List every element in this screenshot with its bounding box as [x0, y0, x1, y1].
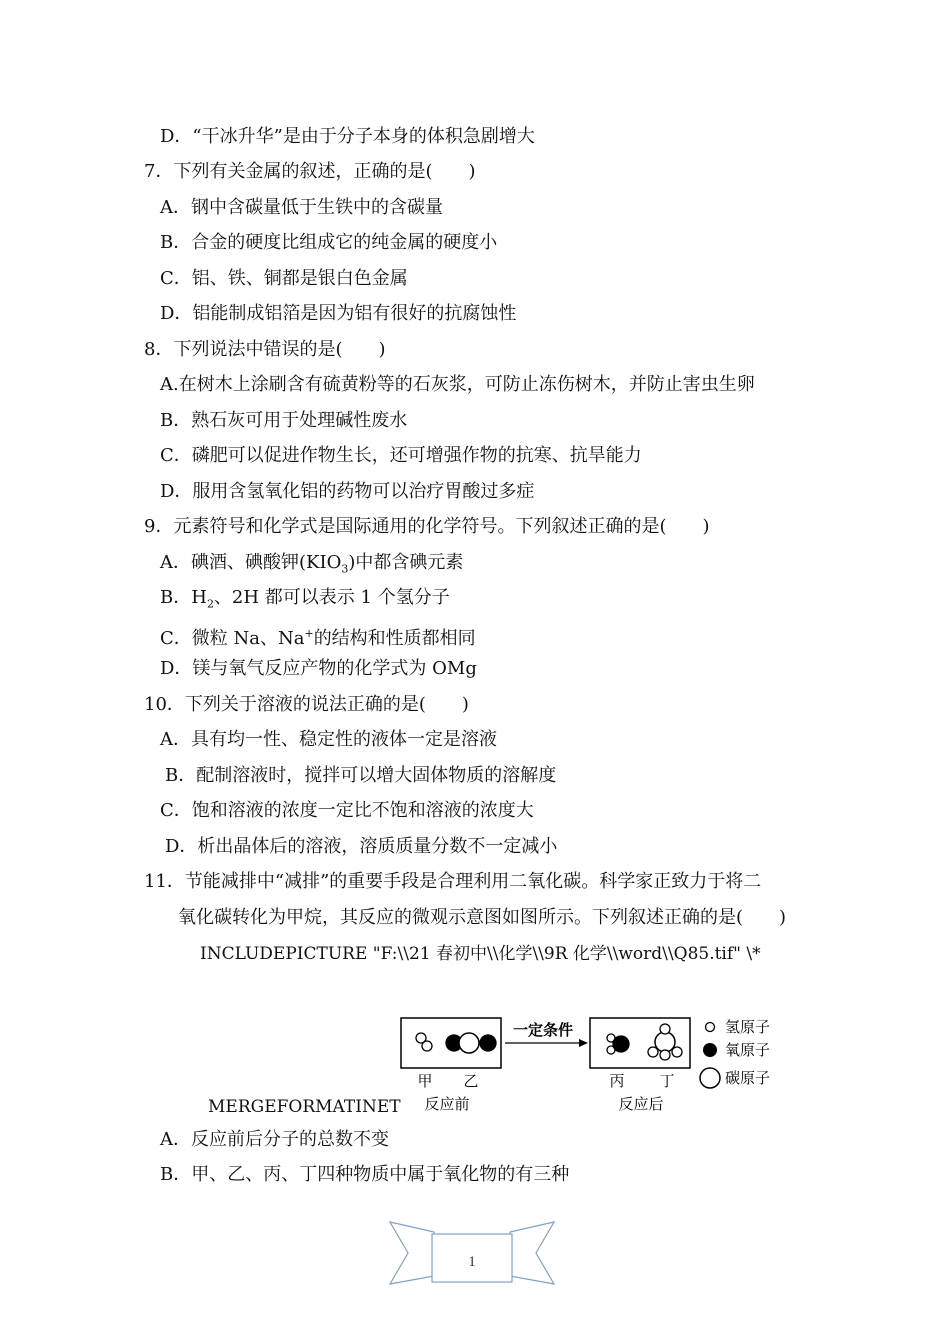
- q9-c-text-end: 的结构和性质都相同: [313, 628, 476, 649]
- question-8: 8．下列说法中错误的是( ): [144, 339, 386, 360]
- q6-option-d: D．“干冰升华”是由于分子本身的体积急剧增大: [160, 126, 535, 147]
- caption-after: 反应后: [618, 1095, 664, 1113]
- legend-oxygen-label: 氧原子: [725, 1041, 771, 1059]
- q9-option-c: [160, 623, 476, 650]
- legend-oxygen-icon: [703, 1043, 717, 1057]
- q9-a-text-end: )中都含碘元素: [348, 552, 464, 573]
- arrow-head-icon: [579, 1039, 588, 1047]
- question-7: 7．下列有关金属的叙述，正确的是( ): [144, 161, 476, 182]
- q8-option-a: A.在树木上涂刷含有硫黄粉等的石灰浆，可防止冻伤树木，并防止害虫生卵: [160, 374, 755, 395]
- q8-option-c: C．磷肥可以促进作物生长，还可增强作物的抗寒、抗旱能力: [160, 445, 642, 466]
- reaction-diagram: [395, 1012, 785, 1124]
- label-bing: 丙: [609, 1072, 625, 1090]
- ribbon-right-tail: [510, 1222, 554, 1284]
- page-number: 1: [468, 1254, 476, 1270]
- q8-option-b: B．熟石灰可用于处理碱性废水: [160, 410, 408, 431]
- q7-option-c: C．铝、铁、铜都是银白色金属: [160, 268, 408, 289]
- legend-hydrogen-label: 氢原子: [725, 1018, 771, 1036]
- yi-molecule: [446, 1033, 496, 1053]
- q9-a-text: A．碘酒、碘酸钾(KIO: [160, 552, 342, 573]
- q11-option-b: B．甲、乙、丙、丁四种物质中属于氧化物的有三种: [160, 1164, 570, 1185]
- q10-option-b: B．配制溶液时，搅拌可以增大固体物质的溶解度: [165, 765, 557, 786]
- q9-a-subscript: 3: [341, 562, 349, 576]
- q9-b-subscript: 2: [206, 597, 214, 611]
- caption-before: 反应前: [424, 1095, 470, 1113]
- q8-option-d: D．服用含氢氧化铝的药物可以治疗胃酸过多症: [160, 481, 535, 502]
- q9-c-text: C．微粒 Na、Na: [160, 628, 305, 649]
- legend-carbon-label: 碳原子: [725, 1069, 771, 1087]
- merge-format-field: MERGEFORMATINET: [208, 1097, 401, 1117]
- legend-carbon-icon: [700, 1068, 720, 1088]
- question-11-line-2: 氧化碳转化为甲烷，其反应的微观示意图如图所示。下列叙述正确的是( ): [178, 907, 787, 928]
- q7-option-d: D．铝能制成铝箔是因为铝有很好的抗腐蚀性: [160, 303, 517, 324]
- q7-option-a: A．钢中含碳量低于生铁中的含碳量: [160, 197, 443, 218]
- q7-option-b: B．合金的硬度比组成它的纯金属的硬度小: [160, 232, 498, 253]
- q9-c-superscript: +: [304, 627, 314, 640]
- include-picture-field: INCLUDEPICTURE "F:\\21 春初中\\化学\\9R 化学\\word\\Q85.tif" \*: [200, 944, 761, 964]
- q11-option-a: A．反应前后分子的总数不变: [160, 1129, 389, 1150]
- q10-option-c: C．饱和溶液的浓度一定比不饱和溶液的浓度大: [160, 800, 534, 821]
- q9-b-text-end: 、2H 都可以表示 1 个氢分子: [213, 587, 450, 608]
- arrow-condition-label: 一定条件: [512, 1021, 574, 1039]
- page-number-ribbon: [388, 1218, 556, 1288]
- label-yi: 乙: [463, 1072, 479, 1090]
- label-jia: 甲: [417, 1072, 433, 1090]
- legend-hydrogen-icon: [706, 1023, 715, 1032]
- q9-option-d: D．镁与氧气反应产物的化学式为 OMg: [160, 658, 477, 679]
- ribbon-left-tail: [390, 1222, 434, 1284]
- q9-option-a: [160, 552, 463, 581]
- q9-b-text: B．H: [160, 587, 207, 608]
- question-10: 10．下列关于溶液的说法正确的是( ): [144, 694, 469, 715]
- label-ding: 丁: [659, 1072, 675, 1090]
- question-11-line-1: 11．节能减排中“减排”的重要手段是合理利用二氧化碳。科学家正致力于将二: [144, 871, 762, 892]
- q9-option-b: [160, 587, 450, 616]
- question-9: 9．元素符号和化学式是国际通用的化学符号。下列叙述正确的是( ): [144, 516, 710, 537]
- q10-option-a: A．具有均一性、稳定性的液体一定是溶液: [160, 729, 497, 750]
- q10-option-d: D．析出晶体后的溶液，溶质质量分数不一定减小: [165, 836, 558, 857]
